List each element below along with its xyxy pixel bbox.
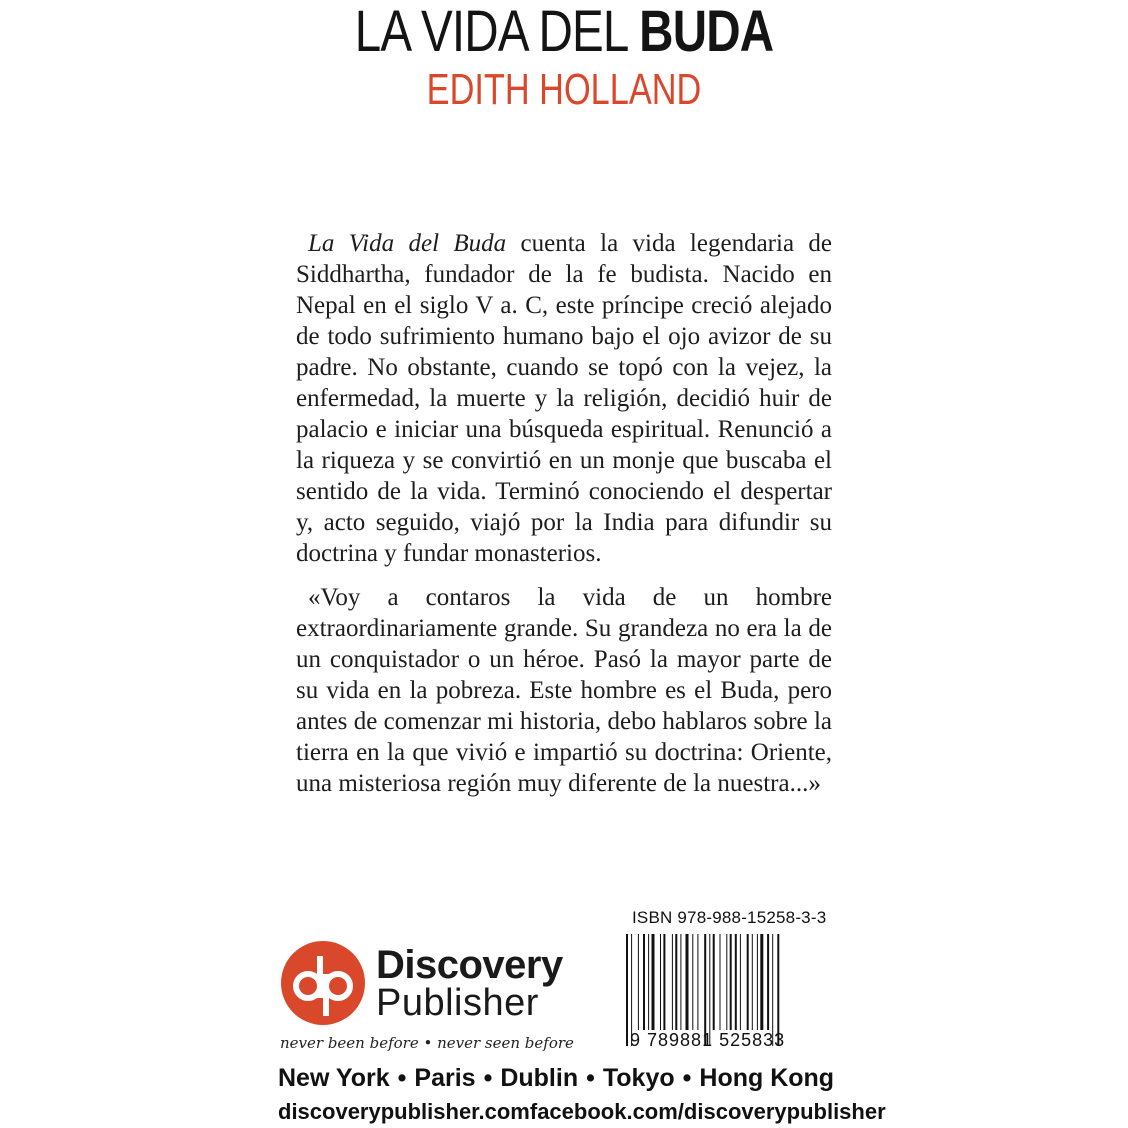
- city-new-york: New York: [278, 1064, 390, 1092]
- publisher-name-line-1: Discovery: [376, 943, 563, 987]
- barcode-bar: [660, 934, 661, 1030]
- publisher-cities: [278, 1064, 834, 1093]
- blurb-paragraph-1-text: cuenta la vida legendaria de Siddhartha, fundador de la fe budista. Nacido en Nepal en el siglo V a. C, este príncipe creció alejado de todo sufrimiento humano bajo el ojo avizor de su padre. No obstante, cuando se topó con la vejez, la enfermedad, la muerte y la religión, decidió huir de palacio e iniciar una búsqueda espiritual. Renunció a la riqueza y se convirtió en un monje que buscaba el sentido de la vida. Terminó conociendo el despertar y, acto seguido, viajó por la India para difundir su doctrina y fundar monasterios.: [296, 230, 832, 567]
- city-separator: •: [483, 1064, 493, 1092]
- barcode-bar: [767, 934, 769, 1030]
- book-title-light: LA VIDA DEL: [354, 0, 640, 64]
- barcode-bar: [735, 934, 737, 1030]
- barcode-bar: [663, 934, 665, 1030]
- publisher-facebook: facebook.com/discoverypublisher: [529, 1099, 886, 1124]
- barcode-bar: [626, 934, 628, 1046]
- publisher-urls: [278, 1099, 886, 1125]
- city-separator: •: [397, 1064, 407, 1092]
- city-tokyo: Tokyo: [602, 1064, 675, 1092]
- city-hong-kong: Hong Kong: [699, 1064, 835, 1092]
- barcode-bar: [672, 934, 673, 1030]
- barcode-digits: 9 789881 525833: [630, 1030, 786, 1050]
- barcode-bar: [726, 934, 727, 1030]
- blurb-book-title: La Vida del Buda: [308, 230, 507, 257]
- barcode-bar: [757, 934, 758, 1030]
- barcode-bar: [686, 934, 689, 1030]
- city-separator: •: [586, 1064, 595, 1092]
- city-paris: Paris: [414, 1064, 476, 1092]
- city-dublin: Dublin: [500, 1064, 579, 1092]
- barcode-bar: [730, 934, 732, 1030]
- barcode-bar: [652, 934, 655, 1030]
- barcode-bar: [697, 934, 698, 1030]
- barcode-bar: [680, 934, 681, 1030]
- publisher-logo-name: [376, 943, 563, 1024]
- publisher-name-line-2: Publisher: [376, 982, 539, 1024]
- publisher-website: discoverypublisher.com: [278, 1099, 530, 1124]
- barcode-bar: [760, 934, 763, 1030]
- back-cover-blurb: [296, 228, 832, 799]
- barcode-bar: [675, 934, 677, 1030]
- book-title-bold: BUDA: [639, 0, 774, 64]
- isbn-label: ISBN 978-988-15258-3-3: [632, 908, 827, 927]
- barcode-bar: [648, 934, 649, 1030]
- dp-circle-logo-icon: [280, 940, 366, 1026]
- barcode-bar: [740, 934, 741, 1030]
- barcode-bar: [692, 934, 693, 1030]
- book-title: [102, 0, 1027, 64]
- city-separator: •: [682, 1064, 692, 1092]
- barcode-bar: [747, 934, 749, 1030]
- blurb-paragraph-1: [296, 228, 832, 569]
- publisher-tagline: never been before • never seen before: [280, 1034, 574, 1052]
- barcode-bar: [713, 934, 715, 1030]
- blurb-paragraph-2: «Voy a contaros la vida de un hombre extraordinariamente grande. Su grandeza no era la de un conquistador o un héroe. Pasó la mayor parte de su vida en la pobreza. Este hombre es el Buda, pero antes de comenzar mi historia, debo hablaros sobre la tierra en la que vivió e impartió su doctrina: Oriente, una misteriosa región muy diferente de la nuestra...»: [296, 584, 832, 797]
- barcode-bar: [638, 934, 639, 1030]
- author-name: EDITH HOLLAND: [426, 65, 702, 114]
- barcode-bar: [752, 934, 753, 1030]
- barcode-bar: [720, 934, 721, 1030]
- barcode-bar: [643, 934, 645, 1030]
